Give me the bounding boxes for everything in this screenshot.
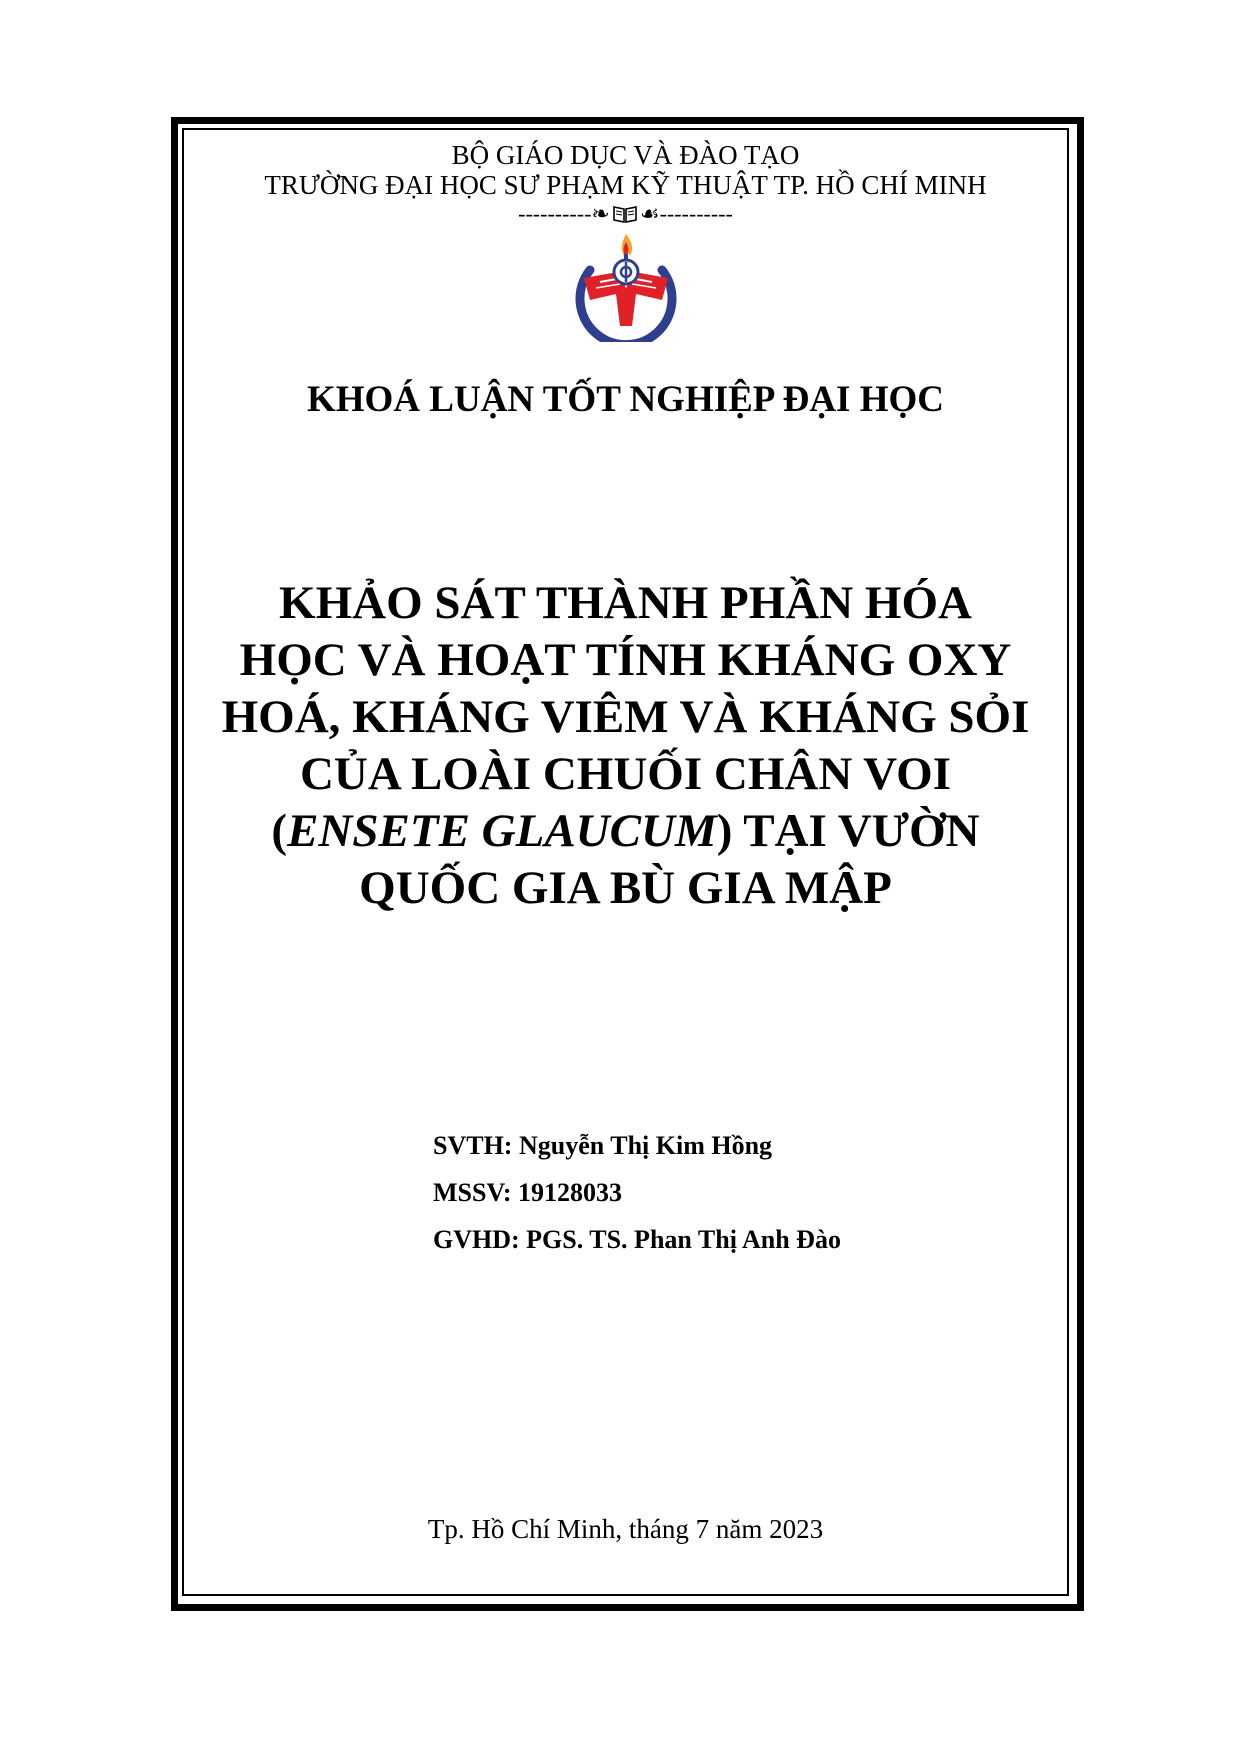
thesis-title: [184, 575, 1067, 917]
ornament-left-icon: ❧: [591, 201, 610, 226]
title-line-5-rest: ) TẠI VƯỜN: [716, 805, 980, 857]
title-line-1: KHẢO SÁT THÀNH PHẦN HÓA: [279, 577, 972, 629]
school-name: TRƯỜNG ĐẠI HỌC SƯ PHẠM KỸ THUẬT TP. HỒ CHÍ MINH: [264, 170, 987, 200]
place-and-date: Tp. Hồ Chí Minh, tháng 7 năm 2023: [427, 1514, 824, 1544]
title-line-2: HỌC VÀ HOẠT TÍNH KHÁNG OXY: [239, 634, 1012, 686]
advisor-name: GVHD: PGS. TS. Phan Thị Anh Đào: [433, 1225, 841, 1254]
university-logo-icon: [570, 230, 682, 342]
cover-page: [184, 130, 1067, 1594]
student-name: SVTH: Nguyễn Thị Kim Hồng: [433, 1131, 773, 1160]
thesis-type-heading: KHOÁ LUẬN TỐT NGHIỆP ĐẠI HỌC: [307, 379, 944, 420]
divider-dashes-right: ----------: [659, 201, 733, 226]
ornament-right-icon: ☙: [639, 201, 660, 226]
ministry-name: BỘ GIÁO DỤC VÀ ĐÀO TẠO: [451, 140, 800, 170]
student-id: MSSV: 19128033: [433, 1178, 623, 1207]
species-name: ENSETE GLAUCUM: [287, 805, 717, 857]
ornamental-divider: [184, 200, 1067, 228]
title-line-3: HOÁ, KHÁNG VIÊM VÀ KHÁNG SỎI: [221, 691, 1030, 743]
title-line-5: [184, 803, 1067, 860]
open-book-icon: [612, 204, 638, 224]
title-paren-open: (: [271, 805, 288, 857]
title-line-6: QUỐC GIA BÙ GIA MẬP: [359, 862, 892, 914]
title-line-4: CỦA LOÀI CHUỐI CHÂN VOI: [299, 748, 952, 800]
divider-dashes-left: ----------: [518, 201, 592, 226]
